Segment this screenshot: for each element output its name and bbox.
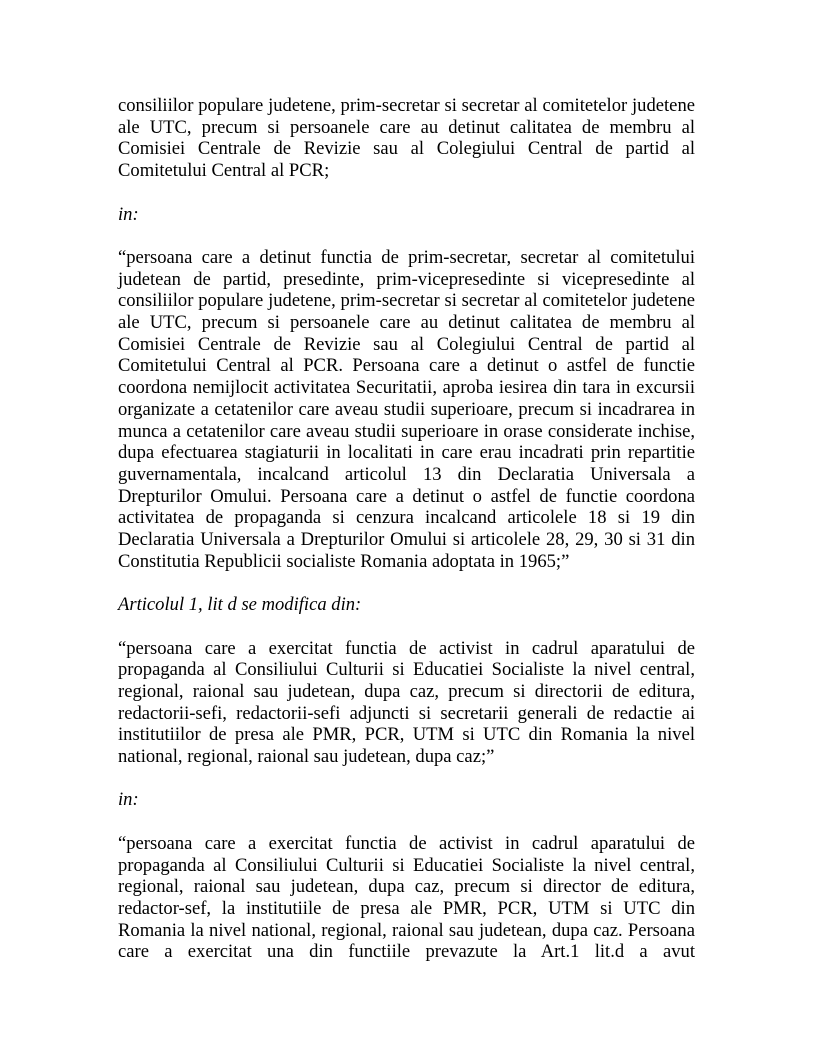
paragraph-amended-text-1: “persoana care a detinut functia de prim-secretar, secretar al comitetului judetean de partid, presedinte, prim-vicepresedinte si vicepresedinte al consiliilor populare judetene, prim-secretar si secretar al comitetelor judetene ale UTC, precum si persoanele care au detinut calitatea de membru al Comisiei Centrale de Revizie sau al Colegiului Central de partid al Comitetului Central al PCR. Persoana care a detinut o astfel de functie coordona nemijlocit activitatea Securitatii, aproba iesirea din tara in excursii organizate a cetatenilor care aveau studii superioare, precum si incadrarea in munca a cetatenilor care aveau studii superioare in orase considerate inchise, dupa efectuarea stagiaturii in localitati in care erau incadrati prin repartitie guvernamentala, incalcand articolul 13 din Declaratia Universala a Drepturilor Omului. Persoana care a detinut o astfel de functie coordona activitatea de propaganda si cenzura incalcand articolele 18 si 19 din Declaratia Universala a Drepturilor Omului si articolele 28, 29, 30 si 31 din Constitutia Republicii socialiste Romania adoptata in 1965;” [118,246,695,572]
document-page [118,95,695,985]
paragraph-original-text-d: “persoana care a exercitat functia de activist in cadrul aparatului de propaganda al Consiliului Culturii si Educatiei Socialiste la nivel central, regional, raional sau judetean, dupa caz, precum si directorii de editura, redactorii-sefi, redactorii-sefi adjuncti si secretarii generali de redactie ai institutiilor de presa ale PMR, PCR, UTM si UTC din Romania la nivel national, regional, raional sau judetean, dupa caz;” [118,637,695,768]
paragraph-article-heading: Articolul 1, lit d se modifica din: [118,594,362,616]
paragraph-amended-text-d: “persoana care a exercitat functia de activist in cadrul aparatului de propaganda al Consiliului Culturii si Educatiei Socialiste la nivel central, regional, raional sau judetean, dupa caz, precum si director de editura, redactor-sef, la institutiile de presa ale PMR, PCR, UTM si UTC din Romania la nivel national, regional, raional sau judetean, dupa caz. Persoana care a exercitat una din functiile prevazute la Art.1 lit.d a avut [118,832,695,963]
paragraph-in-label-2: in: [118,789,139,811]
paragraph-continued-list: consiliilor populare judetene, prim-secretar si secretar al comitetelor judetene ale UTC, precum si persoanele care au detinut calitatea de membru al Comisiei Centrale de Revizie sau al Colegiului Central de partid al Comitetului Central al PCR; [118,95,695,182]
paragraph-in-label: in: [118,203,139,225]
